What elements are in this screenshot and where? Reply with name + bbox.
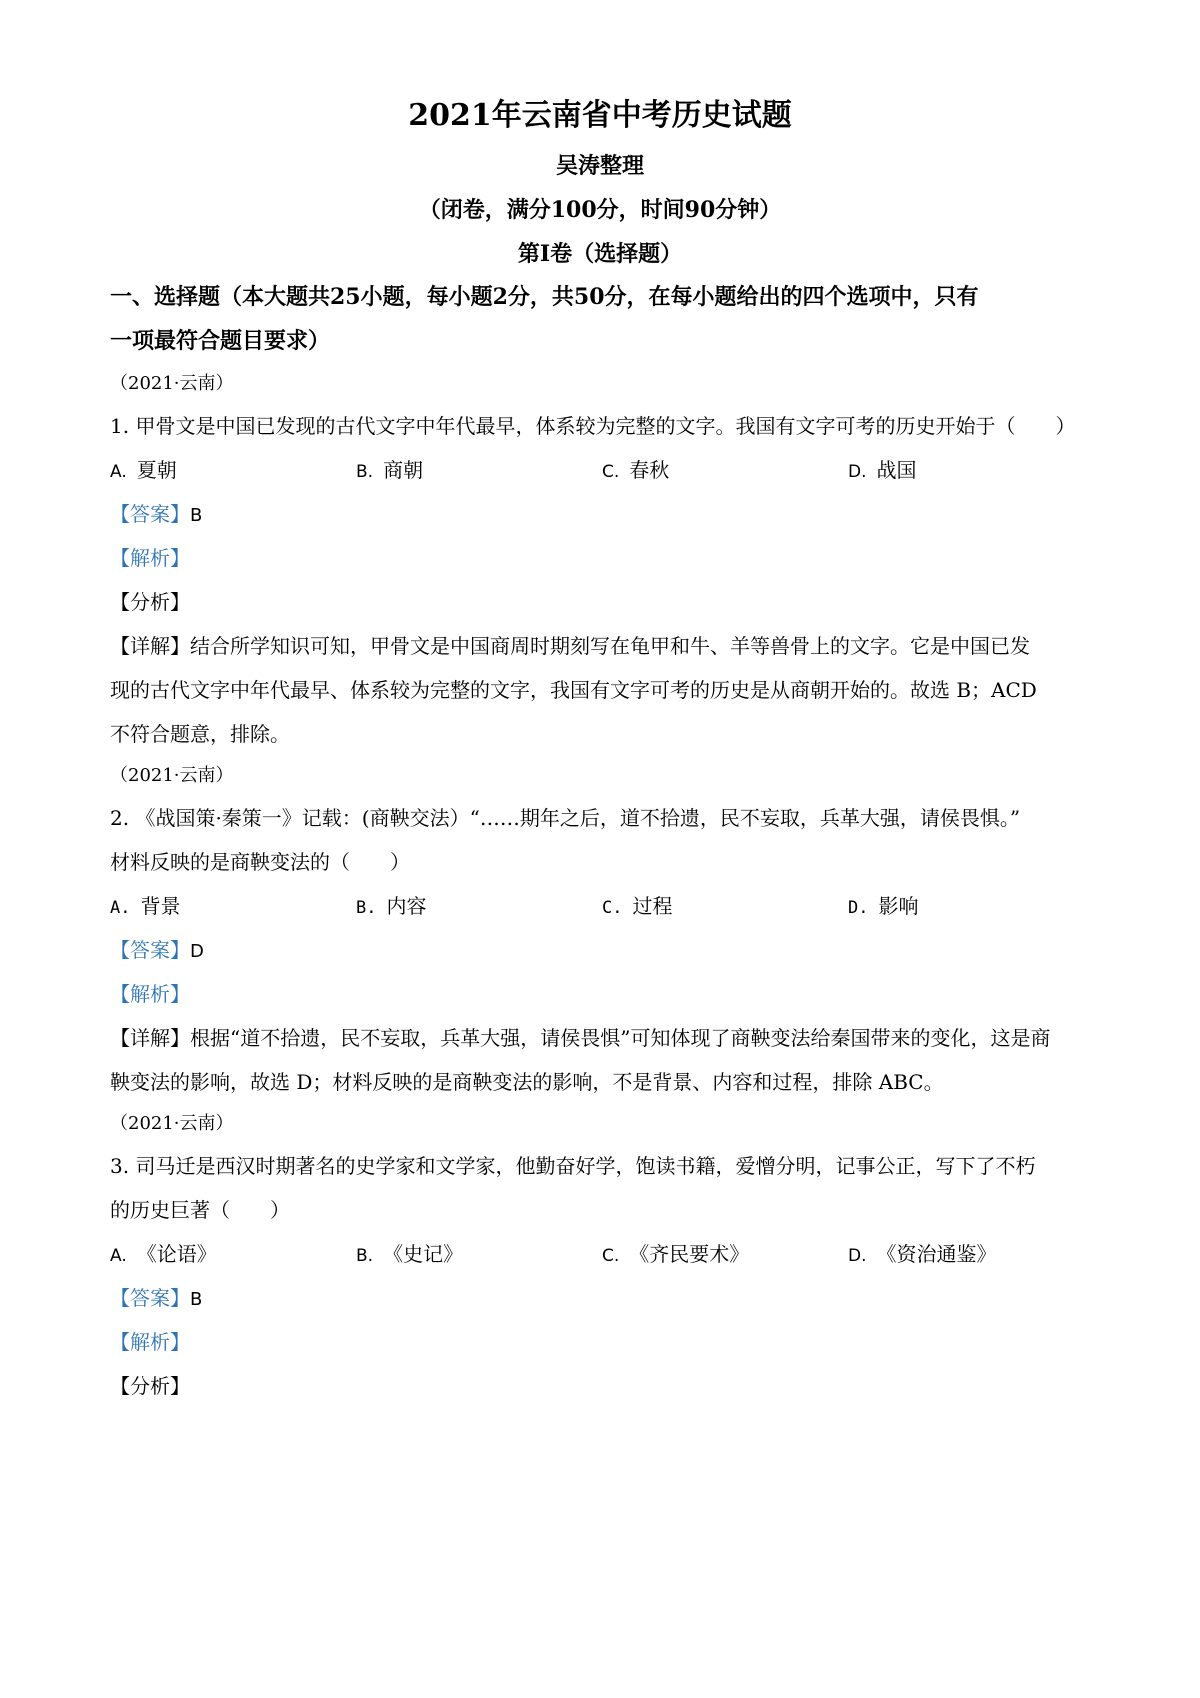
answer-line	[110, 1284, 1100, 1314]
compiler-line: 吴涛整理	[555, 153, 644, 179]
option-text: 影响	[878, 894, 919, 918]
analysis-label: 【解析】	[110, 1330, 190, 1354]
option-text: 《资治通鉴》	[876, 1242, 997, 1266]
section-heading-line-1: 一、选择题（本大题共25小题，每小题2分，共50分，在每小题给出的四个选项中，只有	[110, 284, 979, 310]
detail-text: 鞅变法的影响，故选 D；材料反映的是商鞅变法的影响，不是背景、内容和过程，排除 ABC。	[110, 1070, 944, 1094]
option-letter: C.	[602, 1246, 620, 1266]
answer-value: B	[190, 1289, 203, 1310]
question-source: （2021·云南）	[110, 373, 234, 394]
option-text: 过程	[632, 894, 673, 918]
detail-label: 【详解】	[110, 634, 190, 658]
answer-line	[110, 500, 1100, 530]
option-letter: A.	[110, 1246, 127, 1266]
option-a	[110, 892, 180, 922]
option-a	[110, 456, 177, 486]
question-stem: 3. 司马迁是西汉时期著名的史学家和文学家，他勤奋好学，饱读书籍，爱憎分明，记事公正，写下了不朽	[110, 1154, 1036, 1178]
answer-label: 【答案】	[110, 938, 190, 962]
option-b	[356, 1240, 463, 1270]
question-source: （2021·云南）	[110, 1113, 234, 1134]
question-stem: 的历史巨著（ ）	[110, 1198, 290, 1222]
analysis-label: 【解析】	[110, 546, 190, 570]
option-d	[848, 456, 917, 486]
detail-text: 不符合题意，排除。	[110, 722, 290, 746]
fenxi-label: 【分析】	[110, 1374, 190, 1398]
section-heading-line-2: 一项最符合题目要求）	[110, 328, 331, 354]
option-a	[110, 1240, 217, 1270]
option-letter: D.	[848, 462, 867, 482]
answer-value: D	[190, 941, 204, 962]
detail-label: 【详解】	[110, 1026, 190, 1050]
option-b	[356, 456, 423, 486]
option-letter: A.	[110, 462, 127, 482]
option-letter: A.	[110, 898, 131, 918]
question-stem: 2. 《战国策·秦策一》记载：(商鞅交法）“……期年之后，道不拾遗，民不妄取，兵革大强，请侯畏惧。”	[110, 806, 1021, 830]
option-text: 夏朝	[136, 458, 177, 482]
option-letter: D.	[848, 898, 869, 918]
option-text: 《论语》	[136, 1242, 217, 1266]
option-text: 内容	[386, 894, 427, 918]
question-options	[110, 892, 1100, 920]
option-text: 战国	[876, 458, 917, 482]
answer-label: 【答案】	[110, 502, 190, 526]
analysis-label: 【解析】	[110, 982, 190, 1006]
option-letter: B.	[356, 462, 374, 482]
answer-value: B	[190, 505, 203, 526]
detail-text: 结合所学知识可知，甲骨文是中国商周时期刻写在龟甲和牛、羊等兽骨上的文字。它是中国已发	[190, 634, 1030, 658]
answer-label: 【答案】	[110, 1286, 190, 1310]
detail-text: 现的古代文字中年代最早、体系较为完整的文字，我国有文字可考的历史是从商朝开始的。故选 B；ACD	[110, 678, 1037, 702]
detail-line	[110, 1024, 1100, 1052]
option-c	[602, 892, 672, 922]
question-stem: 1. 甲骨文是中国已发现的古代文字中年代最早，体系较为完整的文字。我国有文字可考的历史开始于（ ）	[110, 414, 1076, 438]
answer-line	[110, 936, 1100, 966]
option-d	[848, 1240, 997, 1270]
option-c	[602, 456, 669, 486]
option-text: 商朝	[383, 458, 424, 482]
question-source: （2021·云南）	[110, 765, 234, 786]
option-d	[848, 892, 918, 922]
option-letter: B.	[356, 1246, 374, 1266]
volume-heading: 第Ⅰ卷（选择题）	[517, 241, 683, 267]
option-letter: C.	[602, 462, 620, 482]
option-letter: D.	[848, 1246, 867, 1266]
page-title: 2021年云南省中考历史试题	[408, 98, 792, 133]
option-c	[602, 1240, 749, 1270]
option-letter: C.	[602, 898, 623, 918]
exam-info: （闭卷，满分100分，时间90分钟）	[418, 197, 782, 223]
question-options	[110, 1240, 1100, 1268]
detail-text: 根据“道不拾遗，民不妄取，兵革大强，请侯畏惧”可知体现了商鞅变法给秦国带来的变化，这是商	[190, 1026, 1051, 1050]
option-text: 《齐民要术》	[629, 1242, 750, 1266]
option-text: 春秋	[629, 458, 670, 482]
question-options	[110, 456, 1100, 484]
option-letter: B.	[356, 898, 377, 918]
option-b	[356, 892, 426, 922]
option-text: 《史记》	[383, 1242, 464, 1266]
question-stem: 材料反映的是商鞅变法的（ ）	[110, 850, 410, 874]
option-text: 背景	[140, 894, 181, 918]
detail-line	[110, 632, 1100, 660]
fenxi-label: 【分析】	[110, 590, 190, 614]
